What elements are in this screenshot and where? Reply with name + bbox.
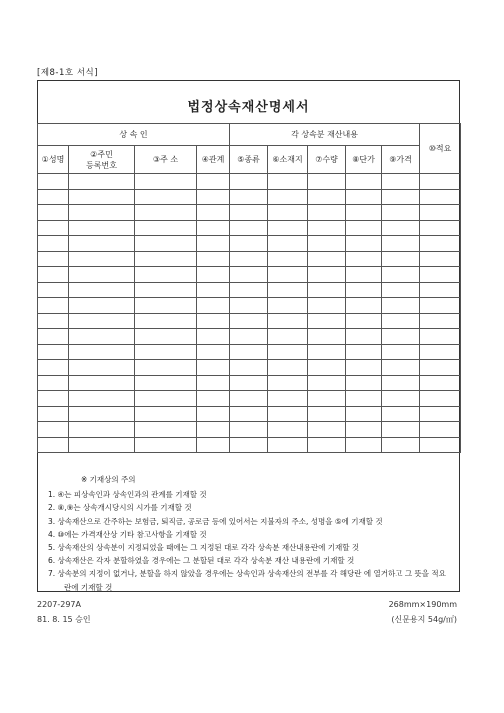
blank-cell[interactable] — [382, 422, 420, 438]
blank-cell[interactable] — [308, 344, 346, 360]
blank-cell[interactable] — [197, 313, 230, 329]
blank-cell[interactable] — [69, 174, 135, 190]
blank-cell[interactable] — [38, 329, 69, 345]
blank-cell[interactable] — [69, 282, 135, 298]
blank-cell[interactable] — [38, 422, 69, 438]
blank-cell[interactable] — [382, 437, 420, 453]
form-frame — [37, 80, 460, 592]
blank-cell[interactable] — [197, 251, 230, 267]
blank-cell[interactable] — [197, 220, 230, 236]
blank-cell[interactable] — [382, 174, 420, 190]
blank-cell[interactable] — [420, 282, 461, 298]
blank-cell[interactable] — [308, 406, 346, 422]
blank-cell[interactable] — [308, 174, 346, 190]
blank-cell[interactable] — [38, 267, 69, 283]
blank-cell[interactable] — [420, 344, 461, 360]
blank-cell[interactable] — [346, 282, 382, 298]
blank-cell[interactable] — [135, 391, 197, 407]
blank-cell[interactable] — [346, 236, 382, 252]
blank-cell[interactable] — [268, 329, 308, 345]
blank-cell[interactable] — [268, 360, 308, 376]
blank-cell[interactable] — [197, 236, 230, 252]
blank-cell[interactable] — [230, 236, 268, 252]
instruction-item: 2. ⑧,⑨는 상속개시당시의 시가를 기재할 것 — [48, 503, 192, 513]
remarks-header: ⑩적요 — [420, 124, 461, 174]
blank-cell[interactable] — [308, 360, 346, 376]
blank-cell[interactable] — [308, 205, 346, 221]
blank-cell[interactable] — [197, 406, 230, 422]
blank-row — [38, 375, 461, 391]
blank-cell[interactable] — [420, 360, 461, 376]
blank-cell[interactable] — [382, 391, 420, 407]
instruction-item: 6. 상속재산은 각자 분할하였을 경우에는 그 분할된 대로 각각 상속분 재산 내용란에 기재할 것 — [48, 556, 355, 566]
location-header: ⑥소재지 — [268, 146, 308, 174]
blank-cell[interactable] — [38, 205, 69, 221]
blank-cell[interactable] — [382, 220, 420, 236]
blank-cell[interactable] — [197, 174, 230, 190]
blank-cell[interactable] — [308, 298, 346, 314]
blank-row — [38, 174, 461, 190]
blank-cell[interactable] — [135, 205, 197, 221]
blank-cell[interactable] — [230, 344, 268, 360]
blank-row — [38, 344, 461, 360]
blank-cell[interactable] — [69, 220, 135, 236]
blank-cell[interactable] — [420, 236, 461, 252]
blank-cell[interactable] — [346, 422, 382, 438]
blank-cell[interactable] — [308, 236, 346, 252]
blank-cell[interactable] — [69, 298, 135, 314]
instruction-item: 5. 상속재산의 상속분이 지정되었을 때에는 그 지정된 대로 각각 상속분 재산내용란에 기재할 것 — [48, 543, 360, 553]
blank-cell[interactable] — [38, 251, 69, 267]
blank-cell[interactable] — [69, 267, 135, 283]
blank-cell[interactable] — [230, 375, 268, 391]
blank-cell[interactable] — [38, 391, 69, 407]
rrn-header-line2: 등록번호 — [86, 160, 117, 170]
blank-cell[interactable] — [268, 189, 308, 205]
blank-cell[interactable] — [420, 298, 461, 314]
blank-cell[interactable] — [346, 205, 382, 221]
blank-cell[interactable] — [308, 437, 346, 453]
blank-row — [38, 360, 461, 376]
blank-row — [38, 189, 461, 205]
blank-cell[interactable] — [382, 189, 420, 205]
instruction-item: 3. 상속재산으로 간주하는 보험금, 퇴직금, 공로금 등에 있어서는 지불자의 주소, 성명을 ⑤에 기재할 것 — [48, 516, 383, 526]
blank-cell[interactable] — [308, 391, 346, 407]
instructions-header: ※ 기재상의 주의 — [81, 475, 136, 484]
blank-cell[interactable] — [346, 189, 382, 205]
address-header: ③주 소 — [135, 146, 197, 174]
blank-cell[interactable] — [230, 267, 268, 283]
blank-row — [38, 205, 461, 221]
blank-cell[interactable] — [197, 344, 230, 360]
blank-cell[interactable] — [69, 422, 135, 438]
blank-cell[interactable] — [346, 251, 382, 267]
blank-cell[interactable] — [308, 313, 346, 329]
blank-cell[interactable] — [308, 251, 346, 267]
blank-cell[interactable] — [346, 437, 382, 453]
blank-cell[interactable] — [230, 437, 268, 453]
blank-cell[interactable] — [197, 298, 230, 314]
blank-cell[interactable] — [69, 391, 135, 407]
blank-cell[interactable] — [230, 174, 268, 190]
blank-row — [38, 267, 461, 283]
blank-cell[interactable] — [197, 282, 230, 298]
blank-cell[interactable] — [268, 174, 308, 190]
blank-cell[interactable] — [420, 189, 461, 205]
quantity-header: ⑦수량 — [308, 146, 346, 174]
blank-cell[interactable] — [230, 282, 268, 298]
blank-cell[interactable] — [382, 251, 420, 267]
blank-cell[interactable] — [38, 236, 69, 252]
blank-cell[interactable] — [230, 220, 268, 236]
blank-cell[interactable] — [382, 375, 420, 391]
instructions — [48, 473, 453, 594]
blank-row — [38, 313, 461, 329]
rrn-header-line1: ②주민 — [90, 149, 113, 159]
blank-cell[interactable] — [230, 391, 268, 407]
blank-cell[interactable] — [308, 422, 346, 438]
blank-cell[interactable] — [346, 375, 382, 391]
blank-row — [38, 406, 461, 422]
blank-cell[interactable] — [135, 267, 197, 283]
blank-cell[interactable] — [382, 236, 420, 252]
blank-cell[interactable] — [308, 267, 346, 283]
blank-cell[interactable] — [268, 375, 308, 391]
property-group-header: 각 상속분 재산내용 — [230, 124, 420, 146]
blank-row — [38, 220, 461, 236]
price-header: ⑨가격 — [382, 146, 420, 174]
blank-cell[interactable] — [420, 329, 461, 345]
blank-cell[interactable] — [346, 267, 382, 283]
blank-row — [38, 329, 461, 345]
blank-cell[interactable] — [420, 406, 461, 422]
blank-cell[interactable] — [346, 406, 382, 422]
blank-cell[interactable] — [420, 267, 461, 283]
blank-cell[interactable] — [230, 189, 268, 205]
blank-cell[interactable] — [382, 344, 420, 360]
blank-cell[interactable] — [346, 329, 382, 345]
blank-cell[interactable] — [230, 251, 268, 267]
property-table — [37, 123, 461, 453]
blank-row — [38, 391, 461, 407]
blank-cell[interactable] — [230, 406, 268, 422]
instruction-item: 7. 상속분의 지정이 없거나, 분할을 하지 않았을 경우에는 상속인과 상속재산의 전부를 각 해당란 에 열거하고 그 뜻을 적요란에 기재할 것 — [48, 569, 446, 592]
blank-cell[interactable] — [382, 205, 420, 221]
blank-cell[interactable] — [135, 174, 197, 190]
name-header: ①성명 — [38, 146, 69, 174]
blank-cell[interactable] — [308, 282, 346, 298]
form-number-label: [제8-1호 서식] — [37, 68, 99, 78]
blank-cell[interactable] — [382, 406, 420, 422]
blank-cell[interactable] — [135, 189, 197, 205]
blank-cell[interactable] — [135, 298, 197, 314]
blank-cell[interactable] — [69, 205, 135, 221]
blank-cell[interactable] — [230, 360, 268, 376]
blank-cell[interactable] — [197, 360, 230, 376]
blank-cell[interactable] — [420, 251, 461, 267]
blank-cell[interactable] — [230, 329, 268, 345]
blank-cell[interactable] — [135, 360, 197, 376]
blank-cell[interactable] — [69, 375, 135, 391]
instruction-item: 4. ⑩에는 가격재산상 기타 참고사항을 기재할 것 — [48, 529, 207, 539]
blank-cell[interactable] — [135, 236, 197, 252]
approval-date: 81. 8. 15 승인 — [37, 615, 91, 624]
blank-cell[interactable] — [135, 406, 197, 422]
blank-cell[interactable] — [382, 313, 420, 329]
blank-cell[interactable] — [69, 313, 135, 329]
blank-cell[interactable] — [420, 174, 461, 190]
blank-cell[interactable] — [346, 344, 382, 360]
blank-cell[interactable] — [346, 220, 382, 236]
blank-cell[interactable] — [38, 375, 69, 391]
blank-cell[interactable] — [382, 329, 420, 345]
blank-cell[interactable] — [38, 313, 69, 329]
blank-cell[interactable] — [268, 267, 308, 283]
blank-cell[interactable] — [268, 251, 308, 267]
blank-cell[interactable] — [38, 220, 69, 236]
group-header-row — [38, 124, 461, 146]
blank-cell[interactable] — [69, 344, 135, 360]
blank-cell[interactable] — [197, 205, 230, 221]
blank-cell[interactable] — [197, 267, 230, 283]
blank-row — [38, 282, 461, 298]
rrn-header — [69, 146, 135, 174]
blank-cell[interactable] — [135, 313, 197, 329]
blank-cell[interactable] — [197, 437, 230, 453]
blank-row — [38, 251, 461, 267]
blank-cell[interactable] — [197, 189, 230, 205]
blank-cell[interactable] — [346, 174, 382, 190]
blank-cell[interactable] — [197, 422, 230, 438]
blank-cell[interactable] — [382, 267, 420, 283]
heir-group-header: 상 속 인 — [38, 124, 230, 146]
blank-row — [38, 236, 461, 252]
blank-cell[interactable] — [308, 189, 346, 205]
blank-cell[interactable] — [197, 375, 230, 391]
blank-cell[interactable] — [382, 360, 420, 376]
blank-cell[interactable] — [382, 298, 420, 314]
instruction-item: 1. ④는 피상속인과 상속인과의 관계를 기재할 것 — [48, 490, 207, 500]
form-title: 법정상속재산명세서 — [187, 100, 310, 115]
blank-cell[interactable] — [346, 360, 382, 376]
blank-cell[interactable] — [38, 189, 69, 205]
blank-cell[interactable] — [268, 220, 308, 236]
blank-cell[interactable] — [308, 329, 346, 345]
blank-cell[interactable] — [38, 437, 69, 453]
blank-cell[interactable] — [38, 406, 69, 422]
form-code: 2207-297A — [37, 600, 81, 609]
blank-cell[interactable] — [420, 375, 461, 391]
blank-cell[interactable] — [346, 313, 382, 329]
blank-cell[interactable] — [268, 313, 308, 329]
blank-cell[interactable] — [38, 282, 69, 298]
blank-cell[interactable] — [38, 344, 69, 360]
blank-cell[interactable] — [268, 282, 308, 298]
blank-cell[interactable] — [69, 251, 135, 267]
blank-cell[interactable] — [69, 406, 135, 422]
blank-cell[interactable] — [135, 282, 197, 298]
kind-header: ⑤종류 — [230, 146, 268, 174]
blank-cell[interactable] — [69, 437, 135, 453]
blank-cell[interactable] — [135, 251, 197, 267]
blank-cell[interactable] — [268, 344, 308, 360]
blank-cell[interactable] — [135, 375, 197, 391]
relation-header: ④관계 — [197, 146, 230, 174]
blank-cell[interactable] — [135, 344, 197, 360]
blank-row — [38, 422, 461, 438]
blank-cell[interactable] — [420, 205, 461, 221]
blank-cell[interactable] — [69, 189, 135, 205]
unit-price-header: ⑧단가 — [346, 146, 382, 174]
blank-cell[interactable] — [69, 329, 135, 345]
blank-cell[interactable] — [308, 220, 346, 236]
blank-cell[interactable] — [135, 329, 197, 345]
blank-cell[interactable] — [230, 422, 268, 438]
blank-cell[interactable] — [382, 282, 420, 298]
blank-cell[interactable] — [69, 236, 135, 252]
blank-cell[interactable] — [420, 391, 461, 407]
blank-cell[interactable] — [268, 236, 308, 252]
blank-cell[interactable] — [268, 406, 308, 422]
blank-cell[interactable] — [38, 360, 69, 376]
blank-cell[interactable] — [346, 391, 382, 407]
blank-cell[interactable] — [268, 298, 308, 314]
blank-cell[interactable] — [135, 220, 197, 236]
blank-cell[interactable] — [420, 313, 461, 329]
blank-cell[interactable] — [197, 329, 230, 345]
blank-cell[interactable] — [346, 298, 382, 314]
paper-size: 268mm×190mm — [388, 600, 457, 609]
blank-cell[interactable] — [230, 298, 268, 314]
blank-cell[interactable] — [197, 391, 230, 407]
blank-cell[interactable] — [268, 391, 308, 407]
blank-cell[interactable] — [135, 437, 197, 453]
blank-cell[interactable] — [268, 422, 308, 438]
blank-cell[interactable] — [230, 205, 268, 221]
blank-cell[interactable] — [69, 360, 135, 376]
blank-cell[interactable] — [135, 422, 197, 438]
blank-cell[interactable] — [308, 375, 346, 391]
blank-cell[interactable] — [268, 437, 308, 453]
blank-row — [38, 298, 461, 314]
paper-spec: (신문용지 54g/㎡) — [391, 615, 457, 624]
column-header-row — [38, 146, 461, 174]
blank-cell[interactable] — [420, 437, 461, 453]
blank-cell[interactable] — [38, 174, 69, 190]
blank-cell[interactable] — [38, 298, 69, 314]
blank-cell[interactable] — [230, 313, 268, 329]
blank-row — [38, 437, 461, 453]
blank-cell[interactable] — [268, 205, 308, 221]
blank-cell[interactable] — [420, 422, 461, 438]
blank-cell[interactable] — [420, 220, 461, 236]
